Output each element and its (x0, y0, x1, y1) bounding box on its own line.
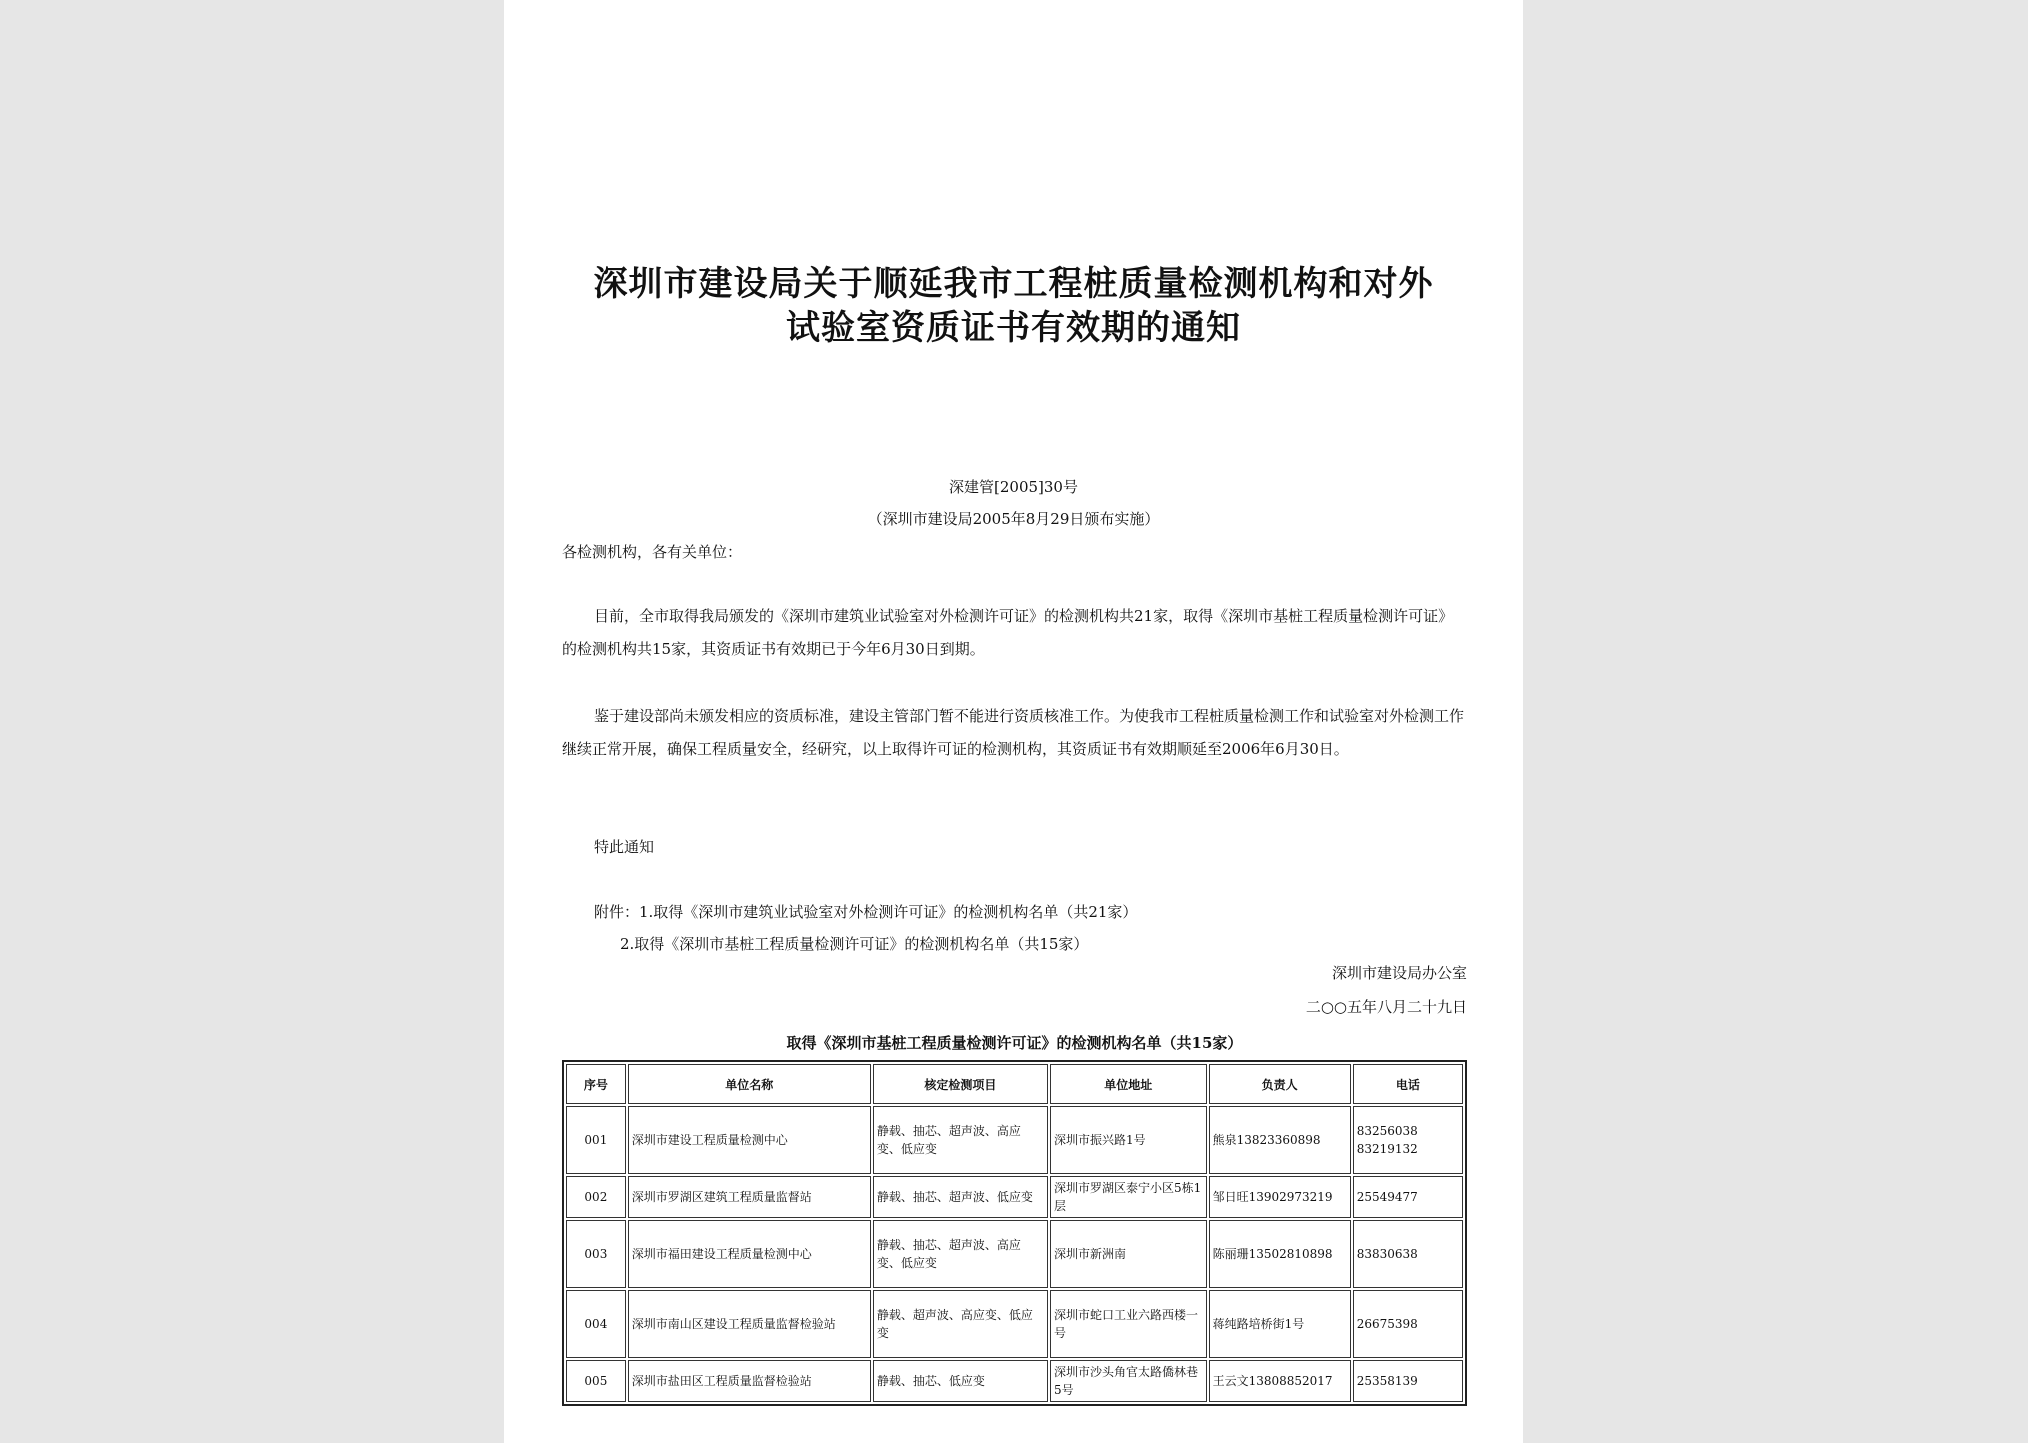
cell-phone: 83256038 83219132 (1353, 1106, 1463, 1174)
cell-address: 深圳市沙头角官太路僑林巷5号 (1050, 1360, 1207, 1402)
closing-remark: 特此通知 (594, 838, 655, 856)
cell-address: 深圳市新洲南 (1050, 1220, 1207, 1288)
cell-index: 002 (566, 1176, 626, 1218)
document-title (554, 262, 1473, 350)
table-title: 取得《深圳市基桩工程质量检测许可证》的检测机构名单（共15家） (786, 1034, 1243, 1052)
table-row (566, 1290, 1463, 1358)
header-index: 序号 (566, 1064, 626, 1104)
cell-test-items: 静载、抽芯、超声波、高应变、低应变 (873, 1220, 1048, 1288)
cell-index: 003 (566, 1220, 626, 1288)
table-row (566, 1220, 1463, 1288)
table-row (566, 1176, 1463, 1218)
document-number: 深建管[2005]30号 (949, 478, 1078, 496)
institution-table (562, 1060, 1467, 1406)
cell-address: 深圳市蛇口工业六路西楼一号 (1050, 1290, 1207, 1358)
table-header-row (566, 1064, 1463, 1104)
cell-unit-name: 深圳市建设工程质量检测中心 (628, 1106, 871, 1174)
cell-test-items: 静载、抽芯、低应变 (873, 1360, 1048, 1402)
attachment-2: 2.取得《深圳市基桩工程质量检测许可证》的检测机构名单（共15家） (620, 935, 1089, 953)
header-person: 负责人 (1209, 1064, 1351, 1104)
cell-person: 熊泉13823360898 (1209, 1106, 1351, 1174)
cell-index: 005 (566, 1360, 626, 1402)
header-phone: 电话 (1353, 1064, 1463, 1104)
cell-person: 邹日旺13902973219 (1209, 1176, 1351, 1218)
cell-phone: 25358139 (1353, 1360, 1463, 1402)
attachment-1: 附件：1.取得《深圳市建筑业试验室对外检测许可证》的检测机构名单（共21家） (594, 903, 1138, 921)
cell-phone: 83830638 (1353, 1220, 1463, 1288)
cell-address: 深圳市罗湖区泰宁小区5栋1层 (1050, 1176, 1207, 1218)
sign-date: 二○○五年八月二十九日 (1305, 998, 1467, 1016)
table-row (566, 1360, 1463, 1402)
signer: 深圳市建设局办公室 (1331, 964, 1467, 982)
title-line-2: 试验室资质证书有效期的通知 (786, 308, 1241, 348)
cell-unit-name: 深圳市罗湖区建筑工程质量监督站 (628, 1176, 871, 1218)
cell-phone: 26675398 (1353, 1290, 1463, 1358)
salutation: 各检测机构，各有关单位： (562, 543, 743, 561)
header-address: 单位地址 (1050, 1064, 1207, 1104)
table-row (566, 1106, 1463, 1174)
cell-unit-name: 深圳市盐田区工程质量监督检验站 (628, 1360, 871, 1402)
cell-test-items: 静载、抽芯、超声波、高应变、低应变 (873, 1106, 1048, 1174)
issue-note: （深圳市建设局2005年8月29日颁布实施） (867, 510, 1160, 528)
header-test-items: 核定检测项目 (873, 1064, 1048, 1104)
cell-person: 蒋纯路培桥街1号 (1209, 1290, 1351, 1358)
cell-test-items: 静载、抽芯、超声波、低应变 (873, 1176, 1048, 1218)
cell-person: 陈丽珊13502810898 (1209, 1220, 1351, 1288)
title-line-1: 深圳市建设局关于顺延我市工程桩质量检测机构和对外 (593, 264, 1434, 304)
cell-unit-name: 深圳市福田建设工程质量检测中心 (628, 1220, 871, 1288)
paragraph-2: 鉴于建设部尚未颁发相应的资质标准，建设主管部门暂不能进行资质核准工作。为使我市工程桩质量检测工作和试验室对外检测工作继续正常开展，确保工程质量安全，经研究，以上取得许可证的检测机构，其资质证书有效期顺延至2006年6月30日。 (562, 707, 1465, 758)
cell-phone: 25549477 (1353, 1176, 1463, 1218)
paragraph-1: 目前，全市取得我局颁发的《深圳市建筑业试验室对外检测许可证》的检测机构共21家，取得《深圳市基桩工程质量检测许可证》的检测机构共15家，其资质证书有效期已于今年6月30日到期。 (562, 607, 1454, 658)
cell-test-items: 静载、超声波、高应变、低应变 (873, 1290, 1048, 1358)
header-unit-name: 单位名称 (628, 1064, 871, 1104)
cell-person: 王云文13808852017 (1209, 1360, 1351, 1402)
document-page (504, 0, 1523, 1443)
cell-unit-name: 深圳市南山区建设工程质量监督检验站 (628, 1290, 871, 1358)
cell-address: 深圳市振兴路1号 (1050, 1106, 1207, 1174)
cell-index: 004 (566, 1290, 626, 1358)
cell-index: 001 (566, 1106, 626, 1174)
